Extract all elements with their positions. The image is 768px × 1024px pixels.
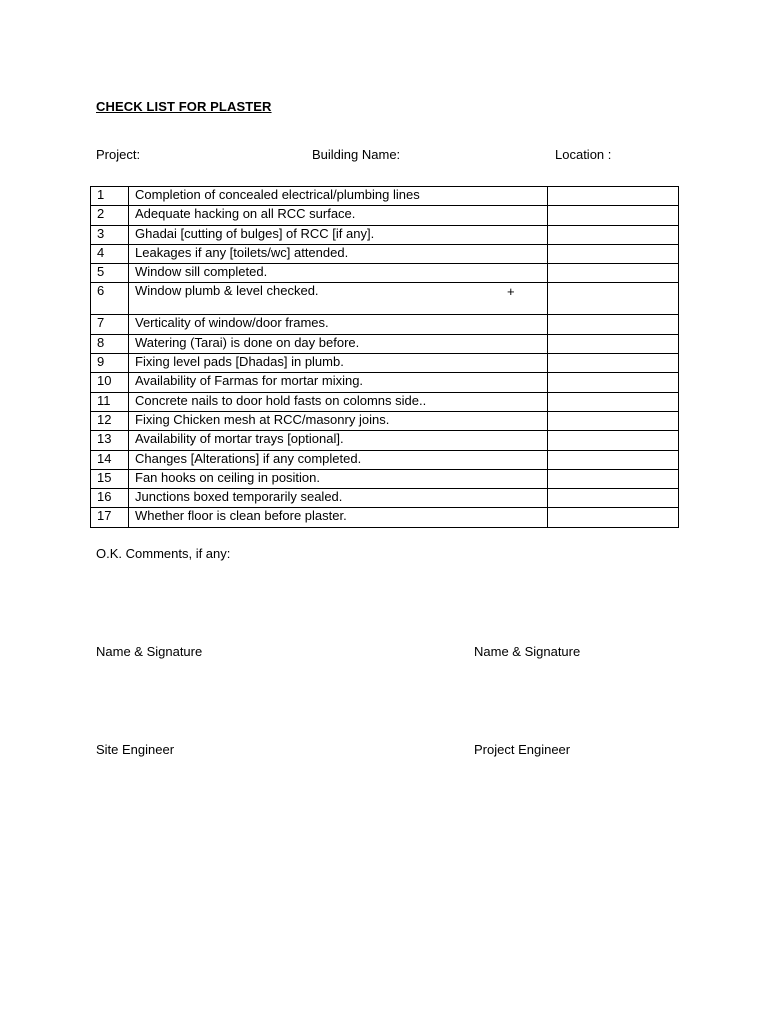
location-label: Location : [555, 147, 612, 162]
checklist-row-check-cell[interactable] [548, 283, 679, 315]
checklist-row-text: Verticality of window/door frames. [129, 315, 548, 334]
checklist-row-number: 5 [91, 264, 129, 283]
checklist-row-number: 7 [91, 315, 129, 334]
checklist-row-number: 4 [91, 244, 129, 263]
checklist-row-check-cell[interactable] [548, 244, 679, 263]
checklist-row [91, 283, 679, 315]
plus-mark: + [507, 284, 515, 299]
checklist-row-check-cell[interactable] [548, 469, 679, 488]
checklist-row-text: Window plumb & level checked. [129, 283, 548, 315]
checklist-row-text: Availability of mortar trays [optional]. [129, 431, 548, 450]
checklist-row [91, 373, 679, 392]
checklist-row [91, 244, 679, 263]
project-engineer-label: Project Engineer [474, 742, 571, 757]
checklist-row-check-cell[interactable] [548, 508, 679, 527]
checklist-row-check-cell[interactable] [548, 206, 679, 225]
checklist-row [91, 315, 679, 334]
checklist-row [91, 411, 679, 430]
checklist-row-number: 15 [91, 469, 129, 488]
comments-label: O.K. Comments, if any: [96, 546, 231, 561]
checklist-row-text: Adequate hacking on all RCC surface. [129, 206, 548, 225]
checklist-row-text: Changes [Alterations] if any completed. [129, 450, 548, 469]
checklist-row-check-cell[interactable] [548, 450, 679, 469]
checklist-row [91, 334, 679, 353]
checklist-row [91, 508, 679, 527]
checklist-body [91, 187, 679, 528]
checklist-row [91, 469, 679, 488]
checklist-row [91, 489, 679, 508]
checklist-row-number: 8 [91, 334, 129, 353]
checklist-row-text: Window sill completed. [129, 264, 548, 283]
checklist-row-check-cell[interactable] [548, 334, 679, 353]
checklist-row-check-cell[interactable] [548, 392, 679, 411]
checklist-row-text: Availability of Farmas for mortar mixing. [129, 373, 548, 392]
checklist-row [91, 206, 679, 225]
checklist-row-text: Watering (Tarai) is done on day before. [129, 334, 548, 353]
checklist-row-check-cell[interactable] [548, 354, 679, 373]
checklist-row-check-cell[interactable] [548, 431, 679, 450]
checklist-row-check-cell[interactable] [548, 225, 679, 244]
checklist-row-check-cell[interactable] [548, 411, 679, 430]
checklist-row [91, 450, 679, 469]
checklist-row-text: Fan hooks on ceiling in position. [129, 469, 548, 488]
checklist-row-check-cell[interactable] [548, 489, 679, 508]
site-engineer-name-signature-label: Name & Signature [96, 644, 203, 659]
checklist-row-number: 11 [91, 392, 129, 411]
checklist-row-number: 6 [91, 283, 129, 315]
checklist-row [91, 264, 679, 283]
checklist-row-text: Fixing level pads [Dhadas] in plumb. [129, 354, 548, 373]
checklist-row-text: Ghadai [cutting of bulges] of RCC [if any]. [129, 225, 548, 244]
checklist-table [90, 186, 679, 528]
project-label: Project: [96, 147, 141, 162]
checklist-row-text: Leakages if any [toilets/wc] attended. [129, 244, 548, 263]
checklist-row-check-cell[interactable] [548, 264, 679, 283]
checklist-row-number: 12 [91, 411, 129, 430]
project-engineer-name-signature-label: Name & Signature [474, 644, 581, 659]
checklist-row [91, 187, 679, 206]
checklist-row-number: 3 [91, 225, 129, 244]
checklist-row-number: 10 [91, 373, 129, 392]
checklist-row-text: Junctions boxed temporarily sealed. [129, 489, 548, 508]
checklist-row [91, 354, 679, 373]
checklist-row-number: 9 [91, 354, 129, 373]
checklist-row-number: 17 [91, 508, 129, 527]
checklist-row-check-cell[interactable] [548, 373, 679, 392]
checklist-row-number: 1 [91, 187, 129, 206]
document-title: CHECK LIST FOR PLASTER [96, 99, 272, 114]
checklist-row-number: 16 [91, 489, 129, 508]
building-name-label: Building Name: [312, 147, 401, 162]
checklist-row [91, 225, 679, 244]
checklist-row-number: 14 [91, 450, 129, 469]
checklist-row-number: 13 [91, 431, 129, 450]
checklist-row-text: Fixing Chicken mesh at RCC/masonry joins. [129, 411, 548, 430]
checklist-row-text: Completion of concealed electrical/plumbing lines [129, 187, 548, 206]
checklist-row [91, 392, 679, 411]
checklist-row-check-cell[interactable] [548, 187, 679, 206]
checklist-row [91, 431, 679, 450]
checklist-row-check-cell[interactable] [548, 315, 679, 334]
checklist-row-number: 2 [91, 206, 129, 225]
checklist-row-text: Concrete nails to door hold fasts on colomns side.. [129, 392, 548, 411]
checklist-row-text: Whether floor is clean before plaster. [129, 508, 548, 527]
site-engineer-label: Site Engineer [96, 742, 175, 757]
